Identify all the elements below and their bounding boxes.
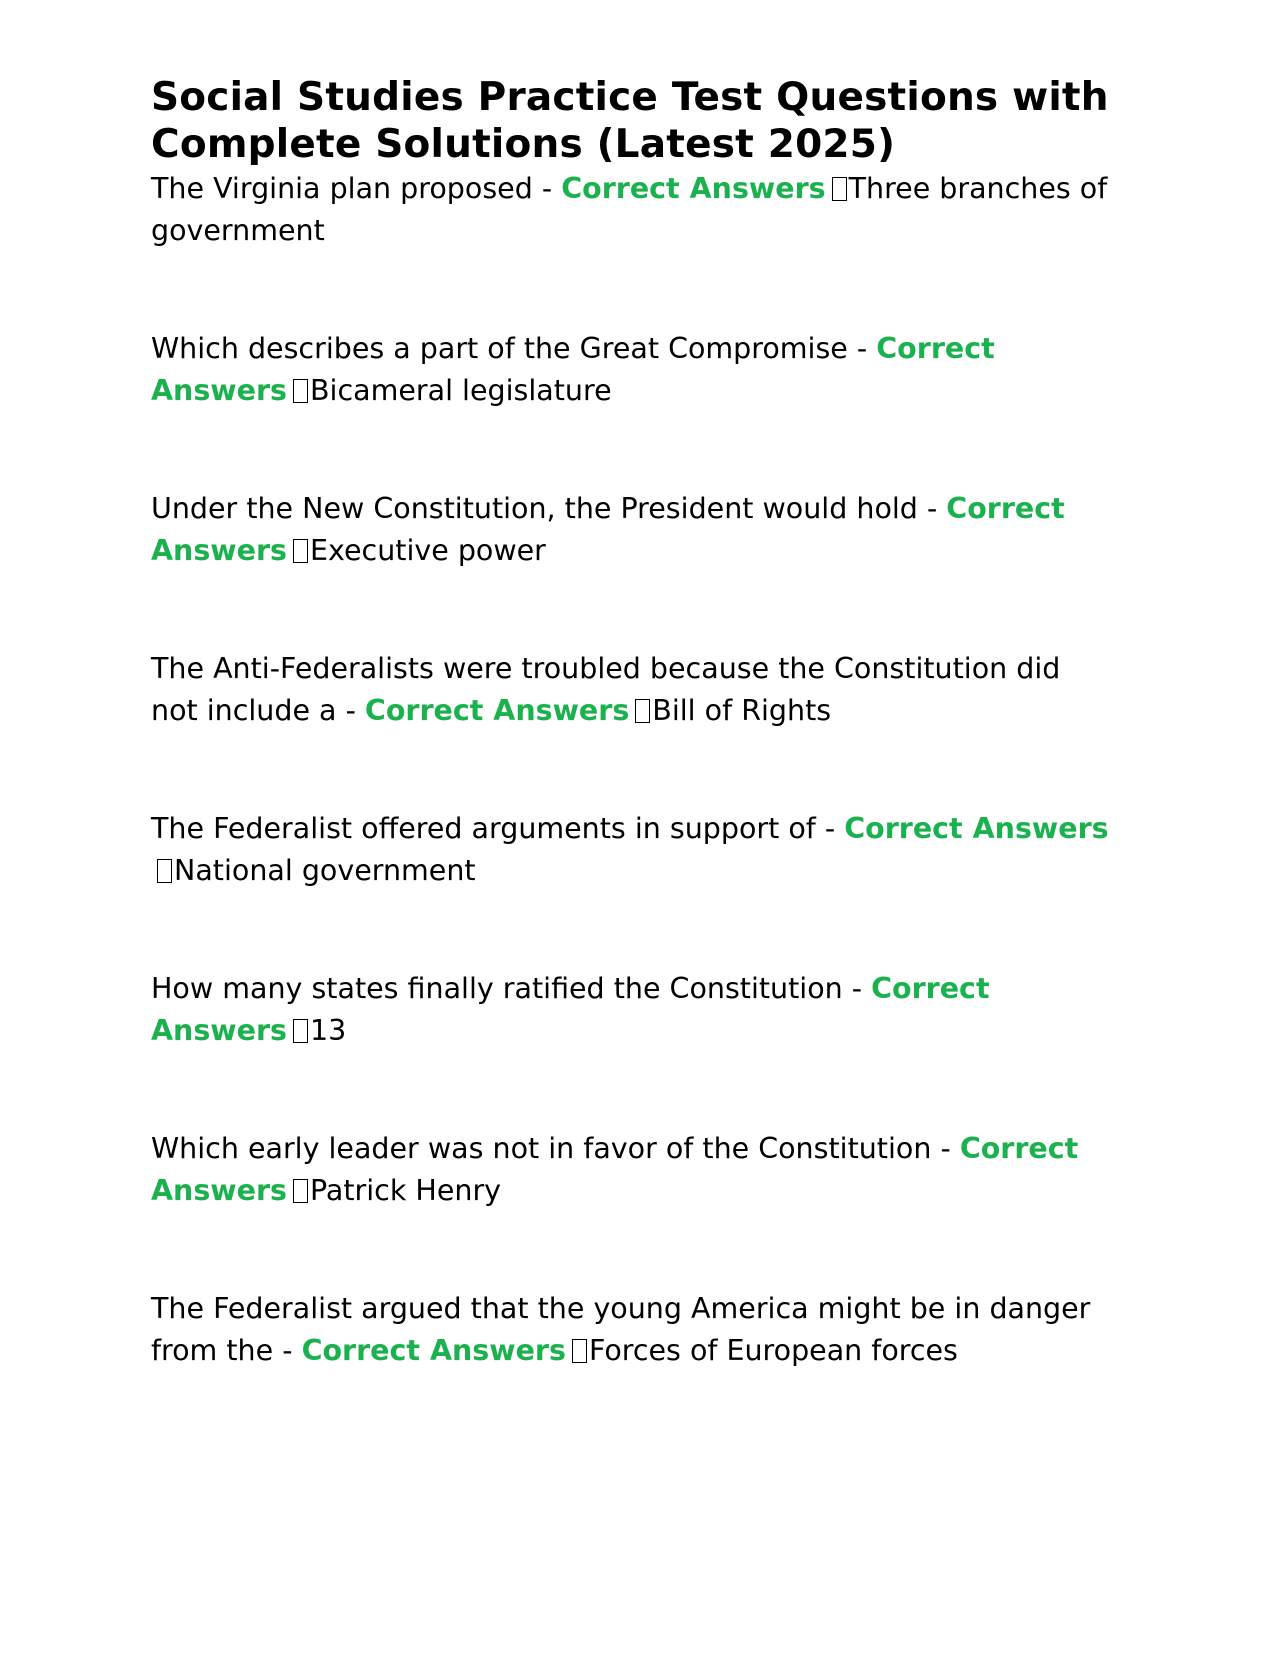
- answer-text: Bicameral legislature: [310, 374, 612, 407]
- answer-text: Forces of European forces: [588, 1334, 958, 1367]
- question-text: Which describes a part of the Great Compromise -: [151, 332, 868, 365]
- qa-item: [151, 1128, 1111, 1212]
- qa-item: [151, 488, 1111, 572]
- missing-glyph-icon: [635, 699, 650, 723]
- missing-glyph-icon: [572, 1339, 587, 1363]
- missing-glyph-icon: [832, 177, 847, 201]
- question-text: The Virginia plan proposed -: [151, 172, 553, 205]
- missing-glyph-icon: [157, 859, 172, 883]
- correct-answers-label: Correct Answers: [844, 812, 1109, 845]
- missing-glyph-icon: [293, 539, 308, 563]
- answer-text: 13: [310, 1014, 347, 1047]
- correct-answers-label: Correct Answers: [561, 172, 826, 205]
- question-text: Under the New Constitution, the President would hold -: [151, 492, 938, 525]
- correct-answers-label: Correct Answers: [151, 332, 995, 407]
- qa-item: [151, 968, 1111, 1052]
- document-title: Social Studies Practice Test Questions with Complete Solutions (Latest 2025): [151, 75, 1109, 167]
- missing-glyph-icon: [293, 1019, 308, 1043]
- question-answer-list: [151, 168, 1111, 1372]
- answer-text: Executive power: [310, 534, 546, 567]
- qa-item: [151, 648, 1111, 732]
- question-text: The Federalist offered arguments in support of -: [151, 812, 836, 845]
- answer-text: Three branches of government: [151, 172, 1108, 247]
- question-text: The Anti-Federalists were troubled because the Constitution did not include a -: [151, 652, 1061, 727]
- qa-item: [151, 168, 1111, 252]
- qa-item: [151, 328, 1111, 412]
- missing-glyph-icon: [293, 379, 308, 403]
- answer-text: Patrick Henry: [310, 1174, 502, 1207]
- missing-glyph-icon: [293, 1179, 308, 1203]
- correct-answers-label: Correct Answers: [151, 1132, 1079, 1207]
- answer-text: Bill of Rights: [652, 694, 832, 727]
- correct-answers-label: Correct Answers: [151, 492, 1065, 567]
- correct-answers-label: Correct Answers: [364, 694, 630, 727]
- answer-text: National government: [174, 854, 476, 887]
- question-text: Which early leader was not in favor of the Constitution -: [151, 1132, 951, 1165]
- correct-answers-label: Correct Answers: [151, 972, 990, 1047]
- question-text: The Federalist argued that the young America might be in danger from the -: [151, 1292, 1091, 1367]
- qa-item: [151, 1288, 1111, 1372]
- question-text: How many states finally ratified the Constitution -: [151, 972, 863, 1005]
- document-page: [151, 74, 1111, 1448]
- qa-item: [151, 808, 1111, 892]
- correct-answers-label: Correct Answers: [301, 1334, 566, 1367]
